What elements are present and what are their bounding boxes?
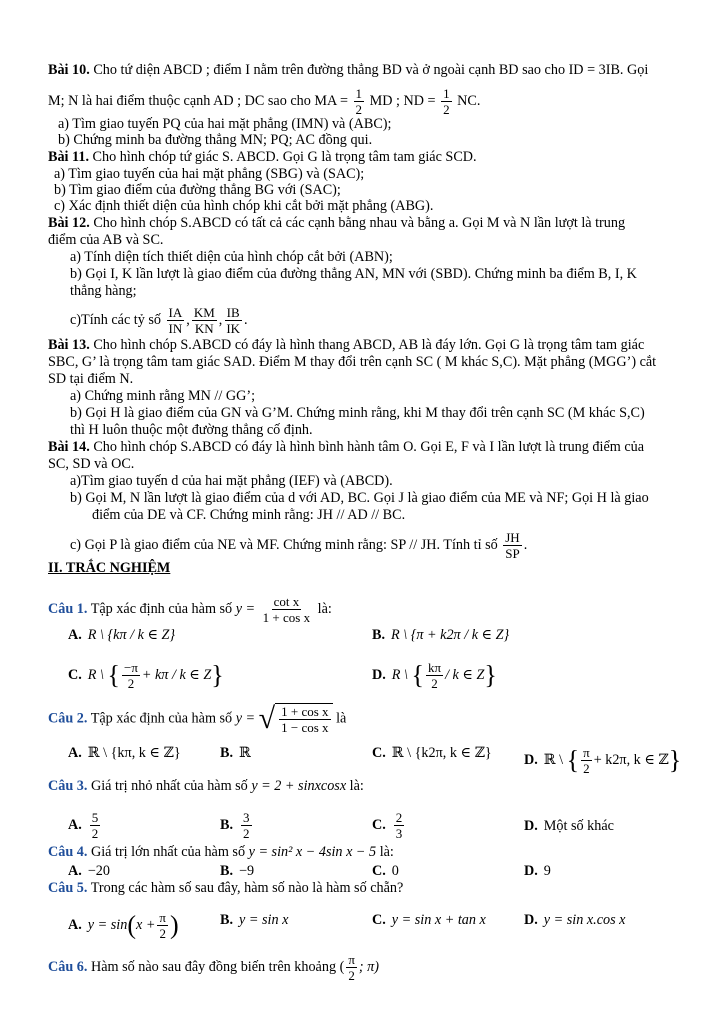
option-label: D. bbox=[372, 666, 386, 683]
ratio-fraction bbox=[167, 305, 185, 336]
option-value: + kπ / k ∈ Z bbox=[141, 666, 212, 683]
denominator: 1 + cos x bbox=[262, 610, 311, 625]
option-label: B. bbox=[220, 816, 234, 833]
numerator: cot x bbox=[273, 594, 300, 609]
option-value: R \ bbox=[391, 666, 408, 683]
option-label: B. bbox=[220, 745, 234, 761]
b14-part-b: b) Gọi M, N lần lượt là giao điểm của d với AD, BC. Gọi J là giao điểm của ME và NF; Gọi H là giao bbox=[70, 490, 649, 506]
q2-option-d: D. ℝ \ { $\frac{\pi}{2}$ + k2π, k ∈ ℤ} bbox=[524, 745, 682, 776]
option-label: B. bbox=[372, 627, 386, 643]
exercise-heading: Bài 11. bbox=[48, 149, 89, 165]
b11-part-a: a) Tìm giao tuyến của hai mặt phẳng (SBG) và (SAC); bbox=[54, 166, 365, 182]
text: Giá trị lớn nhất của hàm số bbox=[87, 844, 246, 860]
fraction bbox=[261, 594, 312, 625]
fraction bbox=[426, 660, 443, 691]
denominator: SP bbox=[505, 546, 520, 561]
q6-stem bbox=[48, 952, 379, 983]
exercise-heading: Bài 14. bbox=[48, 439, 90, 455]
b14-line2: SC, SD và OC. bbox=[48, 456, 135, 472]
q3-option-d bbox=[524, 818, 614, 835]
option-label: A. bbox=[68, 745, 82, 761]
option-value: y = sin x.cos x bbox=[543, 912, 626, 928]
denominator: 2 bbox=[91, 826, 99, 841]
numerator: π bbox=[159, 910, 166, 925]
q2-stem bbox=[48, 703, 346, 735]
numerator: IB bbox=[226, 305, 240, 320]
b10-part-b: b) Chứng minh ba đường thẳng MN; PQ; AC đồng qui. bbox=[58, 132, 373, 148]
question-number: Câu 5. bbox=[48, 880, 88, 896]
square-root: √ $\frac{\text{1 + cos x}}{\text{1 − cos x}}$ bbox=[259, 703, 333, 735]
b14-part-c: c) Gọi P là giao điểm của NE và MF. Chứng minh rằng: SP // JH. Tính tỉ số $\frac{JH}{SP}$ . bbox=[70, 530, 528, 561]
question-number: Câu 2. bbox=[48, 710, 88, 727]
fraction bbox=[157, 910, 168, 941]
b13-line1 bbox=[48, 337, 644, 354]
b10-line2 bbox=[48, 86, 480, 117]
fraction bbox=[354, 86, 365, 117]
option-label: C. bbox=[372, 745, 386, 761]
q1-option-d: D. R \ { $\frac{k\pi}{2}$ / k ∈ Z} bbox=[372, 660, 497, 691]
fraction bbox=[346, 952, 357, 983]
q2-option-a bbox=[68, 745, 181, 762]
fraction bbox=[581, 745, 592, 776]
text: Giá trị nhỏ nhất của hàm số bbox=[87, 778, 248, 794]
b12-part-a: a) Tính diện tích thiết diện của hình chóp cắt bởi (ABN); bbox=[70, 249, 393, 265]
question-number: Câu 3. bbox=[48, 778, 88, 794]
option-label: C. bbox=[372, 816, 386, 833]
option-value: 0 bbox=[391, 863, 399, 879]
text: Cho hình chóp S.ABCD có tất cả các cạnh bằng nhau và bằng a. Gọi M và N lần lượt là trung bbox=[89, 215, 626, 231]
option-value: ℝ bbox=[239, 745, 251, 761]
text: là: bbox=[349, 778, 364, 794]
denominator: IN bbox=[168, 321, 183, 336]
option-value: R \ {π + k2π / k ∈ Z} bbox=[391, 627, 510, 643]
b12-part-c: c)Tính các tỷ số $\frac{IA}{IN}$ , $\frac{KM}{KN}$ , $\frac{IB}{IK}$ . bbox=[70, 305, 248, 336]
option-value: −20 bbox=[87, 863, 110, 879]
text: Hàm số nào sau đây đồng biến trên khoảng bbox=[87, 958, 337, 975]
q3-option-c bbox=[372, 810, 406, 841]
option-label: C. bbox=[68, 666, 82, 683]
numerator: 1 + cos x bbox=[281, 704, 329, 719]
option-value: x + bbox=[136, 916, 156, 933]
q4-option-c bbox=[372, 863, 399, 880]
option-value: ℝ \ {k2π, k ∈ ℤ} bbox=[391, 745, 492, 761]
numerator: 5 bbox=[91, 810, 99, 825]
q5-stem bbox=[48, 880, 403, 897]
q4-option-b bbox=[220, 863, 254, 880]
b12-line1 bbox=[48, 215, 625, 232]
denominator: 1 − cos x bbox=[281, 720, 329, 735]
numerator: kπ bbox=[427, 660, 442, 675]
b12-part-b: b) Gọi I, K lần lượt là giao điểm của đường thẳng AN, MN với (SBD). Chứng minh ba điểm B, I, K bbox=[70, 266, 637, 282]
numerator: 3 bbox=[243, 810, 250, 825]
exercise-heading: Bài 13. bbox=[48, 337, 90, 353]
math: y = bbox=[235, 710, 256, 727]
fraction bbox=[90, 810, 101, 841]
b14-part-b-cont: điểm của DE và CF. Chứng minh rằng: JH // AD // BC. bbox=[92, 507, 406, 523]
numerator: −π bbox=[123, 660, 138, 675]
question-number: Câu 4. bbox=[48, 844, 88, 860]
q1-option-a bbox=[68, 627, 175, 644]
numerator: KM bbox=[193, 305, 215, 320]
q4-option-a bbox=[68, 863, 110, 880]
denominator: KN bbox=[194, 321, 214, 336]
denominator: 3 bbox=[395, 826, 403, 841]
b10-part-a: a) Tìm giao tuyến PQ của hai mặt phẳng (IMN) và (ABC); bbox=[58, 116, 392, 132]
question-number: Câu 6. bbox=[48, 958, 88, 975]
text: Tập xác định của hàm số bbox=[87, 600, 233, 617]
b13-part-b-cont: thì H luôn thuộc một đường thẳng cố định. bbox=[70, 422, 313, 438]
option-label: B. bbox=[220, 912, 234, 928]
option-value: 9 bbox=[543, 863, 551, 879]
denominator: 2 bbox=[431, 676, 438, 691]
q1-option-b bbox=[372, 627, 509, 644]
option-value: ℝ \ {kπ, k ∈ ℤ} bbox=[87, 745, 181, 761]
text: là: bbox=[317, 600, 332, 617]
text: là: bbox=[379, 844, 394, 860]
math: ; π) bbox=[358, 958, 380, 975]
fraction bbox=[394, 810, 405, 841]
option-label: C. bbox=[372, 863, 386, 879]
text: Tập xác định của hàm số bbox=[87, 710, 233, 727]
q5-option-c bbox=[372, 912, 486, 929]
b13-part-b: b) Gọi H là giao điểm của GN và G’M. Chứng minh rằng, khi M thay đổi trên cạnh SC (M khác S,C) bbox=[70, 405, 645, 421]
option-label: A. bbox=[68, 816, 82, 833]
text: M; N là hai điểm thuộc cạnh AD ; DC sao cho MA = bbox=[48, 92, 348, 109]
option-value: y = sin x bbox=[239, 912, 289, 928]
b11-part-c: c) Xác định thiết diện của hình chóp khi cắt bởi mặt phẳng (ABG). bbox=[54, 198, 434, 214]
b10-line1 bbox=[48, 62, 648, 79]
q2-option-b bbox=[220, 745, 251, 762]
q2-option-c bbox=[372, 745, 492, 762]
fraction bbox=[279, 704, 330, 735]
numerator: 2 bbox=[395, 810, 403, 825]
fraction bbox=[122, 660, 140, 691]
text: MD ; ND = bbox=[366, 92, 436, 109]
numerator: JH bbox=[505, 530, 520, 545]
denominator: IK bbox=[226, 321, 241, 336]
option-label: A. bbox=[68, 627, 82, 643]
q3-stem bbox=[48, 778, 364, 795]
b14-part-a: a)Tìm giao tuyến d của hai mặt phẳng (IEF) và (ABCD). bbox=[70, 473, 393, 489]
q4-option-d bbox=[524, 863, 551, 880]
math: y = bbox=[235, 600, 256, 617]
ratio-fraction bbox=[192, 305, 217, 336]
b11-line bbox=[48, 149, 477, 166]
q4-stem bbox=[48, 844, 394, 861]
text: Cho hình chóp tứ giác S. ABCD. Gọi G là trọng tâm tam giác SCD. bbox=[89, 149, 477, 165]
option-value: / k ∈ Z bbox=[445, 666, 485, 683]
q3-option-a bbox=[68, 810, 102, 841]
text: Cho tứ diện ABCD ; điểm I nằm trên đường thẳng BD và ở ngoài cạnh BD sao cho ID = 3IB. Gọi bbox=[89, 62, 649, 78]
option-label: B. bbox=[220, 863, 234, 879]
b12-line2: điểm của AB và SC. bbox=[48, 232, 164, 248]
q5-option-d bbox=[524, 912, 625, 929]
text: Cho hình chóp S.ABCD có đáy là hình bình hành tâm O. Gọi E, F và I lần lượt là trung điểm của bbox=[89, 439, 645, 455]
denominator: 2 bbox=[583, 761, 590, 776]
text: Cho hình chóp S.ABCD có đáy là hình thang ABCD, AB là đáy lớn. Gọi G là trọng tâm tam giác bbox=[89, 337, 645, 353]
numerator: 1 bbox=[355, 86, 363, 101]
text: c)Tính các tỷ số bbox=[70, 311, 161, 328]
b11-part-b: b) Tìm giao điểm của đường thẳng BG với (SAC); bbox=[54, 182, 341, 198]
option-value: R \ bbox=[87, 666, 104, 683]
denominator: 2 bbox=[243, 826, 250, 841]
math: ( bbox=[339, 958, 345, 975]
b14-line1 bbox=[48, 439, 644, 456]
denominator: 2 bbox=[355, 102, 363, 117]
option-label: D. bbox=[524, 912, 538, 928]
math: y = sin² x − 4sin x − 5 bbox=[248, 844, 377, 860]
ratio-fraction bbox=[224, 305, 242, 336]
numerator: π bbox=[348, 952, 355, 967]
q3-option-b bbox=[220, 810, 254, 841]
text: NC. bbox=[453, 92, 481, 109]
q1-option-c: C. R \ { $\frac{-\pi}{2}$ + kπ / k ∈ Z} bbox=[68, 660, 224, 691]
q1-stem bbox=[48, 594, 332, 625]
numerator: π bbox=[583, 745, 590, 760]
option-value: Một số khác bbox=[543, 818, 614, 834]
b13-part-a: a) Chứng minh rằng MN // GG’; bbox=[70, 388, 256, 404]
text: là bbox=[336, 710, 347, 727]
fraction bbox=[241, 810, 252, 841]
option-value: −9 bbox=[239, 863, 255, 879]
q5-option-b bbox=[220, 912, 288, 929]
denominator: 2 bbox=[159, 926, 166, 941]
option-value: R \ {kπ / k ∈ Z} bbox=[87, 627, 176, 643]
exercise-heading: Bài 12. bbox=[48, 215, 90, 231]
option-label: A. bbox=[68, 916, 82, 933]
numerator: IA bbox=[168, 305, 183, 320]
denominator: 2 bbox=[443, 102, 450, 117]
question-number: Câu 1. bbox=[48, 600, 88, 617]
denominator: 2 bbox=[127, 676, 135, 691]
fraction bbox=[441, 86, 452, 117]
text: c) Gọi P là giao điểm của NE và MF. Chứng minh rằng: SP // JH. Tính tỉ số bbox=[70, 536, 498, 553]
fraction bbox=[503, 530, 521, 561]
b13-line2: SBC, G’ là trọng tâm tam giác SAD. Điểm M thay đổi trên cạnh SC ( M khác S,C). Mặt phẳng (MGG’) cắt bbox=[48, 354, 657, 370]
numerator: 1 bbox=[443, 86, 450, 101]
denominator: 2 bbox=[348, 968, 355, 983]
q5-option-a: A. y = sin(x + $\frac{\pi}{2}$ ) bbox=[68, 910, 179, 941]
option-label: D. bbox=[524, 863, 538, 879]
option-label: D. bbox=[524, 751, 538, 768]
option-value: ℝ \ bbox=[543, 751, 564, 768]
section-heading: II. TRẮC NGHIỆM bbox=[48, 560, 171, 576]
option-value: + k2π, k ∈ ℤ bbox=[593, 751, 669, 768]
option-label: D. bbox=[524, 818, 538, 834]
option-value: y = sin bbox=[87, 916, 128, 933]
b13-line3: SD tại điểm N. bbox=[48, 371, 134, 387]
option-value: y = sin x + tan x bbox=[391, 912, 486, 928]
b12-part-b-cont: thẳng hàng; bbox=[70, 283, 137, 299]
option-label: C. bbox=[372, 912, 386, 928]
option-label: A. bbox=[68, 863, 82, 879]
exercise-heading: Bài 10. bbox=[48, 62, 90, 78]
text: Trong các hàm số sau đây, hàm số nào là hàm số chẵn? bbox=[87, 880, 404, 896]
math: y = 2 + sinxcosx bbox=[251, 778, 347, 794]
